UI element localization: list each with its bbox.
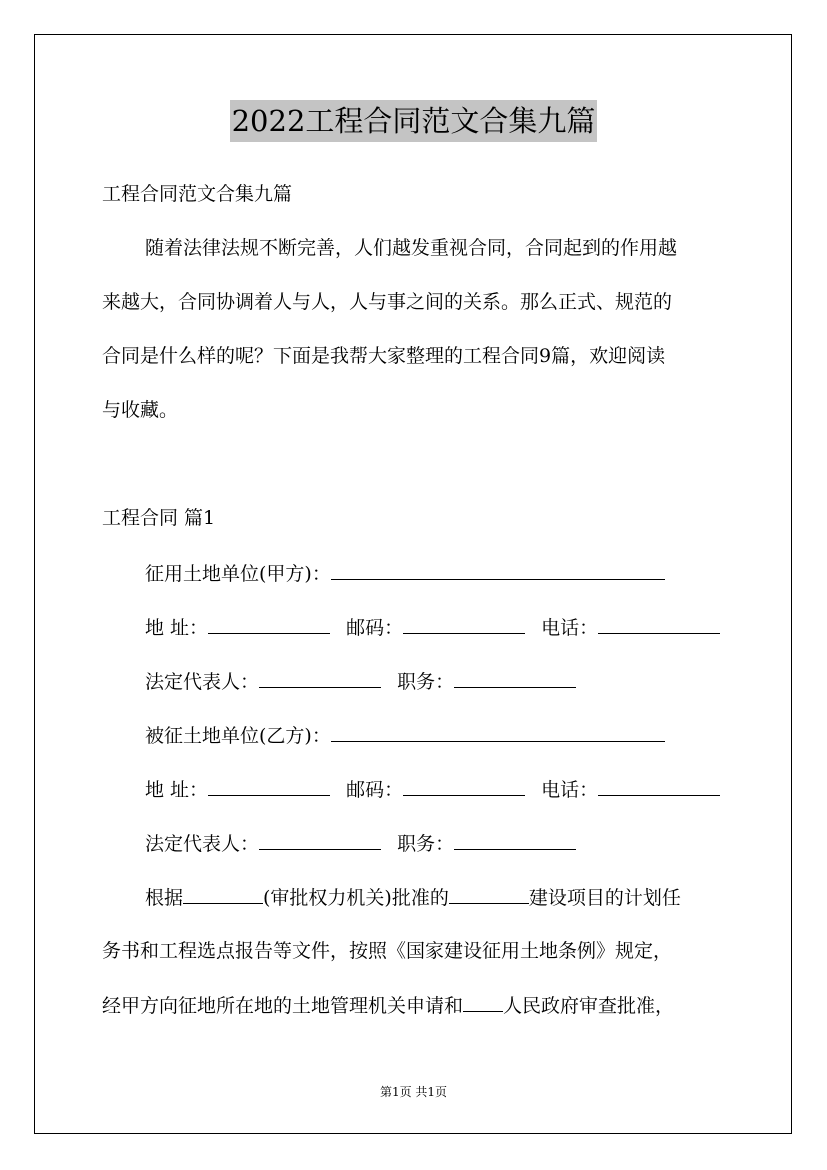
page-footer: 第1页 共1页: [379, 1085, 448, 1099]
body-line-3-part-b: 人民政府审查批准，: [503, 995, 675, 1017]
section-heading: 工程合同 篇1: [102, 507, 216, 529]
party-b-unit-label: 被征土地单位(乙方)：: [145, 725, 331, 747]
party-a-unit-row: [145, 561, 665, 586]
postcode-label: 邮码：: [346, 779, 404, 801]
party-b-postcode-field[interactable]: [403, 777, 525, 796]
legal-rep-label: 法定代表人：: [145, 833, 260, 855]
address-label: 地 址：: [145, 779, 209, 801]
government-level-field[interactable]: [463, 993, 503, 1012]
party-b-address-field[interactable]: [208, 777, 330, 796]
postcode-label: 邮码：: [346, 617, 404, 639]
legal-rep-label: 法定代表人：: [145, 671, 260, 693]
party-a-phone-field[interactable]: [598, 615, 720, 634]
party-a-unit-field[interactable]: [331, 561, 665, 580]
body-line-1-part-b: (审批权力机关)批准的: [263, 887, 449, 909]
phone-label: 电话：: [541, 617, 599, 639]
body-line-3: [102, 993, 674, 1018]
address-label: 地 址：: [145, 617, 209, 639]
party-b-unit-field[interactable]: [331, 723, 665, 742]
body-line-3-part-a: 经甲方向征地所在地的土地管理机关申请和: [102, 995, 464, 1017]
project-name-field[interactable]: [449, 885, 529, 904]
party-a-legal-rep-field[interactable]: [259, 669, 381, 688]
intro-line-4: 与收藏。: [102, 399, 179, 421]
body-line-1-part-a: 根据: [145, 887, 184, 909]
title-container: [0, 100, 827, 142]
party-b-legal-rep-field[interactable]: [259, 831, 381, 850]
party-a-contact-row: [145, 615, 720, 640]
party-a-rep-row: [145, 669, 576, 694]
intro-line-3: 合同是什么样的呢？下面是我帮大家整理的工程合同9篇，欢迎阅读: [102, 345, 666, 367]
body-line-1: [145, 885, 681, 910]
approval-authority-field[interactable]: [183, 885, 263, 904]
intro-line-2: 来越大，合同协调着人与人，人与事之间的关系。那么正式、规范的: [102, 291, 673, 313]
party-b-contact-row: [145, 777, 720, 802]
party-b-rep-row: [145, 831, 576, 856]
party-a-address-field[interactable]: [208, 615, 330, 634]
body-line-2: 务书和工程选点报告等文件，按照《国家建设征用土地条例》规定，: [102, 940, 673, 962]
intro-line-1: 随着法律法规不断完善，人们越发重视合同，合同起到的作用越: [145, 237, 678, 259]
document-title: 2022工程合同范文合集九篇: [230, 100, 598, 142]
party-a-position-field[interactable]: [454, 669, 576, 688]
body-line-1-part-c: 建设项目的计划任: [528, 887, 681, 909]
document-subtitle: 工程合同范文合集九篇: [102, 183, 293, 205]
phone-label: 电话：: [541, 779, 599, 801]
party-a-postcode-field[interactable]: [403, 615, 525, 634]
party-b-position-field[interactable]: [454, 831, 576, 850]
party-b-unit-row: [145, 723, 665, 748]
party-b-phone-field[interactable]: [598, 777, 720, 796]
party-a-unit-label: 征用土地单位(甲方)：: [145, 563, 331, 585]
position-label: 职务：: [397, 671, 455, 693]
position-label: 职务：: [397, 833, 455, 855]
